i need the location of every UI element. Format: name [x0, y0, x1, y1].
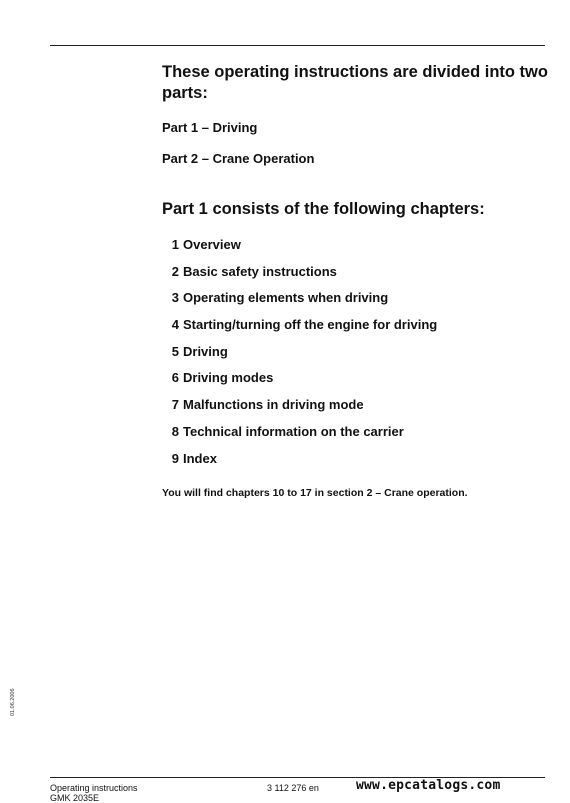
chapter-item [162, 264, 437, 291]
section-2-note: You will find chapters 10 to 17 in section 2 – Crane operation. [162, 487, 468, 499]
footer-title-line1: Operating instructions [50, 783, 138, 793]
margin-date-stamp: 01.06.2006 [10, 688, 16, 716]
chapter-title: Driving [183, 343, 228, 359]
chapter-number: 4 [171, 317, 179, 333]
chapter-title: Operating elements when driving [183, 290, 389, 306]
footer-doc-number: 3 112 276 en [267, 783, 319, 793]
chapter-number: 7 [171, 397, 179, 413]
chapter-item [162, 344, 437, 371]
chapter-number: 1 [171, 237, 179, 252]
chapter-number: 3 [171, 290, 179, 306]
chapter-item [162, 370, 437, 397]
chapter-number: 9 [171, 450, 179, 466]
footer-title-line2: GMK 2035E [50, 793, 100, 803]
chapter-item [162, 424, 437, 451]
chapter-title: Technical information on the carrier [183, 423, 404, 439]
chapter-title: Starting/turning off the engine for driving [183, 317, 438, 333]
chapter-item [162, 290, 437, 317]
part-1-label: Part 1 – Driving [162, 120, 258, 135]
chapter-title: Malfunctions in driving mode [183, 397, 364, 413]
footer-title [50, 783, 138, 803]
chapter-number: 8 [171, 423, 179, 439]
chapter-title: Driving modes [183, 370, 274, 386]
chapters-heading: Part 1 consists of the following chapters: [162, 200, 485, 218]
chapter-item [162, 451, 437, 478]
chapter-number: 6 [171, 370, 179, 386]
chapter-item [162, 317, 437, 344]
chapter-list [162, 237, 437, 477]
footer-watermark: www.epcatalogs.com [356, 778, 501, 793]
chapter-item [162, 397, 437, 424]
top-rule [50, 45, 545, 46]
chapter-number: 2 [171, 263, 179, 279]
chapter-number: 5 [171, 343, 179, 359]
chapter-item [162, 237, 437, 264]
chapter-title: Index [183, 450, 217, 466]
chapter-title: Basic safety instructions [183, 263, 337, 279]
intro-heading: These operating instructions are divided into two parts: [162, 63, 548, 102]
part-2-label: Part 2 – Crane Operation [162, 151, 315, 166]
chapter-title: Overview [183, 237, 241, 252]
